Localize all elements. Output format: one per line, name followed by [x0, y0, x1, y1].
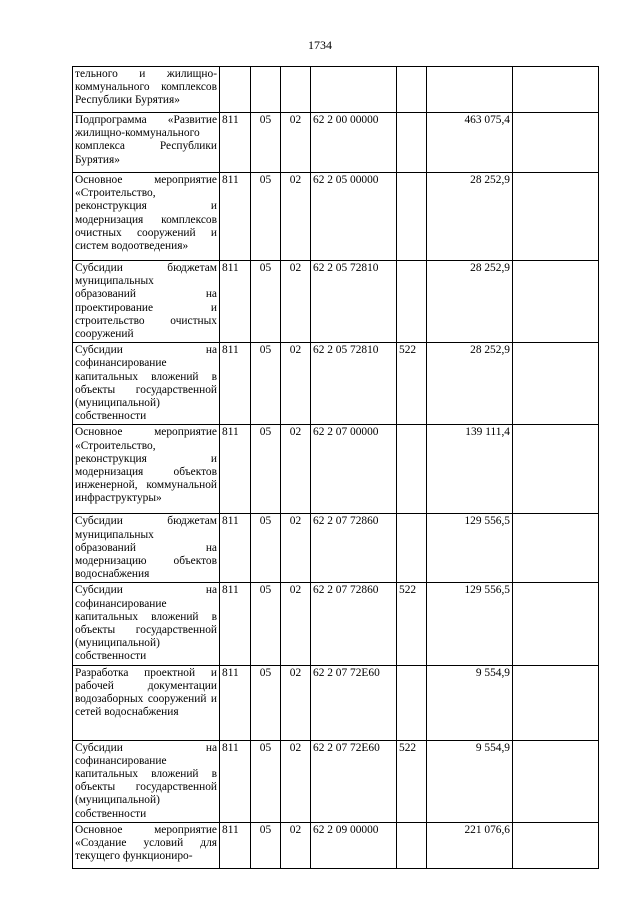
- table-cell-extra: [513, 583, 599, 665]
- table-row: [73, 822, 599, 868]
- table-cell-subsection: 02: [281, 583, 311, 665]
- table-cell-expense-type: 522: [397, 583, 427, 665]
- budget-table-body: [73, 67, 599, 869]
- table-cell-name: Основное мероприятие «Строительство, реконструкция и модернизация объектов инженерной, коммунальной инфраструктуры»: [73, 425, 220, 514]
- table-cell-amount: 129 556,5: [427, 583, 513, 665]
- table-cell-expense-type: [397, 665, 427, 740]
- table-cell-name: Основное мероприятие «Строительство, реконструкция и модернизация комплексов очистных сооружений и систем водоотведения»: [73, 173, 220, 261]
- table-cell-expense-type: [397, 425, 427, 514]
- table-row: [73, 665, 599, 740]
- table-cell-target-article: 62 2 07 72860: [311, 583, 397, 665]
- table-cell-extra: [513, 67, 599, 113]
- table-cell-extra: [513, 343, 599, 425]
- table-row: [73, 583, 599, 665]
- table-cell-ministry-code: 811: [220, 261, 251, 343]
- table-cell-target-article: 62 2 07 72Е60: [311, 665, 397, 740]
- table-cell-expense-type: [397, 113, 427, 173]
- table-row: [73, 67, 599, 113]
- table-cell-target-article: 62 2 05 72810: [311, 261, 397, 343]
- table-cell-section: 05: [251, 173, 281, 261]
- table-cell-name: Субсидии бюджетам муниципальных образований на проектирование и строительство очистных сооружений: [73, 261, 220, 343]
- table-cell-extra: [513, 113, 599, 173]
- table-cell-section: 05: [251, 113, 281, 173]
- table-cell-extra: [513, 665, 599, 740]
- table-cell-extra: [513, 514, 599, 583]
- table-cell-amount: 28 252,9: [427, 343, 513, 425]
- table-cell-target-article: 62 2 05 72810: [311, 343, 397, 425]
- table-cell-name: тельного и жилищно-коммунального комплексов Республики Бурятия»: [73, 67, 220, 113]
- table-cell-target-article: 62 2 07 00000: [311, 425, 397, 514]
- table-row: [73, 113, 599, 173]
- table-cell-ministry-code: 811: [220, 425, 251, 514]
- table-cell-target-article: [311, 67, 397, 113]
- table-cell-expense-type: 522: [397, 343, 427, 425]
- table-cell-name: Субсидии на софинансирование капитальных вложений в объекты государственной (муниципальной) собственности: [73, 740, 220, 822]
- table-cell-subsection: 02: [281, 425, 311, 514]
- table-cell-target-article: 62 2 07 72Е60: [311, 740, 397, 822]
- table-cell-ministry-code: 811: [220, 173, 251, 261]
- page-number: 1734: [308, 38, 332, 52]
- table-cell-amount: 9 554,9: [427, 665, 513, 740]
- table-cell-ministry-code: 811: [220, 665, 251, 740]
- table-cell-subsection: 02: [281, 113, 311, 173]
- table-cell-expense-type: [397, 173, 427, 261]
- table-cell-name: Субсидии на софинансирование капитальных вложений в объекты государственной (муниципальной) собственности: [73, 343, 220, 425]
- table-cell-amount: 463 075,4: [427, 113, 513, 173]
- table-cell-expense-type: 522: [397, 740, 427, 822]
- table-cell-subsection: 02: [281, 822, 311, 868]
- table-cell-ministry-code: 811: [220, 583, 251, 665]
- table-row: [73, 740, 599, 822]
- table-cell-subsection: 02: [281, 514, 311, 583]
- table-row: [73, 261, 599, 343]
- table-cell-name: Разработка проектной и рабочей документации водозаборных сооружений и сетей водоснабжения: [73, 665, 220, 740]
- table-cell-section: 05: [251, 583, 281, 665]
- table-cell-name: Субсидии на софинансирование капитальных вложений в объекты государственной (муниципальной) собственности: [73, 583, 220, 665]
- table-cell-amount: 28 252,9: [427, 261, 513, 343]
- table-cell-expense-type: [397, 67, 427, 113]
- table-cell-name: Субсидии бюджетам муниципальных образований на модернизацию объектов водоснабжения: [73, 514, 220, 583]
- table-cell-section: 05: [251, 822, 281, 868]
- table-cell-amount: 221 076,6: [427, 822, 513, 868]
- table-cell-ministry-code: [220, 67, 251, 113]
- table-cell-section: 05: [251, 261, 281, 343]
- table-cell-subsection: 02: [281, 343, 311, 425]
- table-row: [73, 514, 599, 583]
- table-cell-target-article: 62 2 00 00000: [311, 113, 397, 173]
- budget-table: [72, 66, 599, 869]
- table-cell-expense-type: [397, 822, 427, 868]
- table-cell-extra: [513, 261, 599, 343]
- table-cell-target-article: 62 2 05 00000: [311, 173, 397, 261]
- table-cell-amount: 28 252,9: [427, 173, 513, 261]
- table-cell-expense-type: [397, 261, 427, 343]
- table-cell-amount: 129 556,5: [427, 514, 513, 583]
- table-cell-extra: [513, 173, 599, 261]
- table-cell-name: Основное мероприятие «Создание условий для текущего функциониро-: [73, 822, 220, 868]
- table-cell-subsection: 02: [281, 740, 311, 822]
- table-cell-section: 05: [251, 343, 281, 425]
- table-row: [73, 425, 599, 514]
- table-cell-ministry-code: 811: [220, 113, 251, 173]
- table-cell-amount: 9 554,9: [427, 740, 513, 822]
- table-cell-section: 05: [251, 514, 281, 583]
- table-cell-name: Подпрограмма «Развитие жилищно-коммунального комплекса Республики Бурятия»: [73, 113, 220, 173]
- table-cell-expense-type: [397, 514, 427, 583]
- table-cell-extra: [513, 740, 599, 822]
- table-cell-ministry-code: 811: [220, 822, 251, 868]
- table-cell-subsection: 02: [281, 261, 311, 343]
- table-cell-target-article: 62 2 09 00000: [311, 822, 397, 868]
- table-cell-subsection: 02: [281, 665, 311, 740]
- table-cell-subsection: 02: [281, 173, 311, 261]
- table-cell-extra: [513, 822, 599, 868]
- table-cell-subsection: [281, 67, 311, 113]
- table-cell-ministry-code: 811: [220, 740, 251, 822]
- table-cell-ministry-code: 811: [220, 343, 251, 425]
- table-row: [73, 173, 599, 261]
- table-cell-extra: [513, 425, 599, 514]
- table-row: [73, 343, 599, 425]
- table-cell-target-article: 62 2 07 72860: [311, 514, 397, 583]
- table-cell-section: [251, 67, 281, 113]
- table-cell-section: 05: [251, 740, 281, 822]
- table-cell-section: 05: [251, 665, 281, 740]
- table-cell-amount: 139 111,4: [427, 425, 513, 514]
- table-cell-ministry-code: 811: [220, 514, 251, 583]
- table-cell-amount: [427, 67, 513, 113]
- table-cell-section: 05: [251, 425, 281, 514]
